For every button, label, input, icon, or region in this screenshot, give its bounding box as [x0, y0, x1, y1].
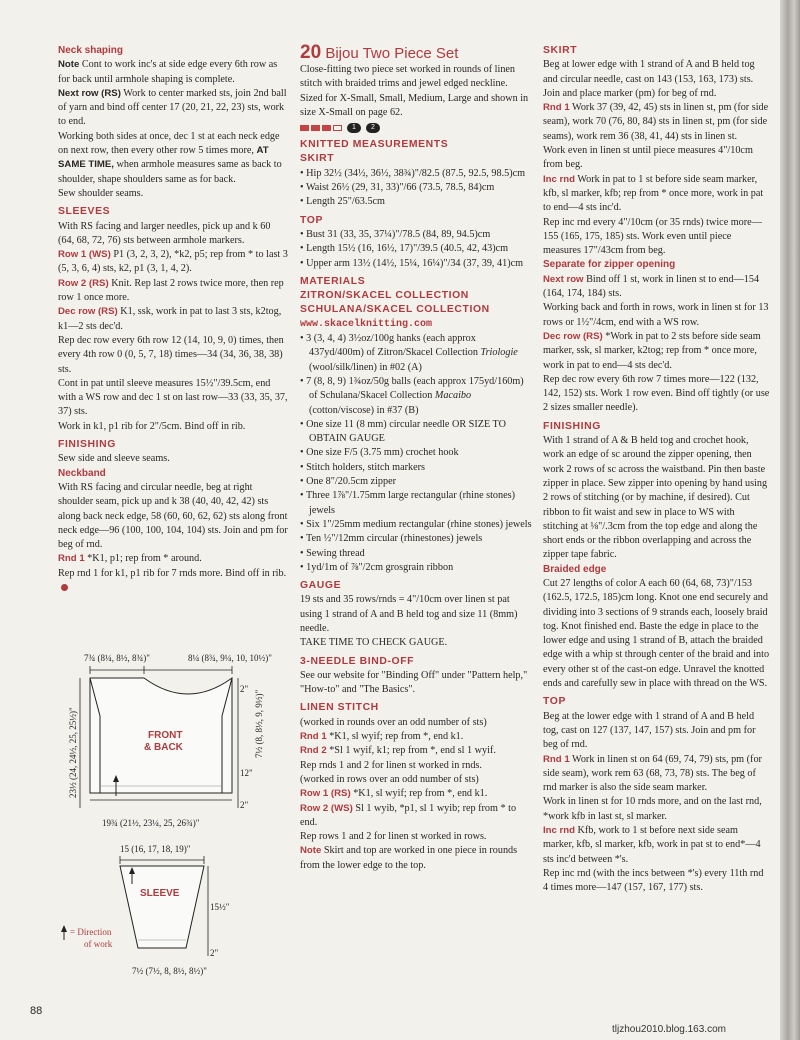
same-time-label: AT SAME TIME, [58, 145, 269, 171]
linen-rows-text: (worked in rows over an odd number of sts) [300, 773, 479, 785]
linen-stitch-heading: LINEN STITCH [300, 702, 379, 714]
materials-sub2: SCHULANA/SKACEL COLLECTION [300, 304, 490, 316]
skirt-inc-text: Work in pat to 1 st before side seam marker, kfb, sl marker, kfb; rep from * once more, work in pat to end—4 sts inc'd. [543, 173, 764, 214]
neckband-text: With RS facing and circular needle, beg at right shoulder seam, pick up and k 38 (40, 40, 42, 42) sts along back neck edge, 58 (60, 60, 62, 62) sts along front neck edge—96 (100, 100, 104, 104) sts. Join and pm for beg of rnd. [58, 481, 288, 551]
skirt-rnd1-text: Work 37 (39, 42, 45) sts in linen st, pm (for side seam), work 70 (76, 80, 84) sts in linen st, pm (for side seams), work rem 36 (38, 41, 44) sts in linen st. [543, 102, 769, 142]
dim-right-12: 12" [240, 768, 253, 778]
column-2: 20 Bijou Two Piece Set Close-fitting two piece set worked in rounds of linen stitch with braided trims and jewel edged neckline. Sized for X-Small, Small, Medium, Large and shown in size X-Small on page 62. 1 2 KNITTED MEASUREMENTS SKIRT • Hip 32½ (34½, 36½, 38¾)"/82.5 (87.5, 92.5, 98.5)cm • Waist 26½ (29, 31, 33)"/66 (73.5, 78.5, 84)cm • Length 25"/63.5cm TOP • Bust 31 (33, 35, 37¼)"/78.5 (84, 89, 94.5)cm • Length 15½ (16, 16½, 17)"/39.5 (40.5, 42, 43)cm • Upper arm 13½ (14½, 15¼, 16¼)"/34 (37, 39, 41)cm MATERIALS ZITRON/SKACEL COLLECTION SCHULANA/SKACEL COLLECTION www.skacelknitting.com • 3 (3, 4, 4) 3½oz/100g hanks (each approx 437yd/400m) of Zitron/Skacel Collection Triologie (wool/silk/linen) in #02 (A) • 7 (8, 8, 9) 1¾oz/50g balls (each approx 175yd/160m) of Schulana/Skacel Collection Macaibo (cotton/viscose) in #37 (B) • One size 11 (8 mm) circular needle OR SIZE TO OBTAIN GAUGE • One size F/5 (3.75 mm) crochet hook • Stitch holders, stitch markers • One 8"/20.5cm zipper • Three 1⅞"/1.75mm large rectangular (rhine stones) jewels • Six 1"/25mm medium rectangular (rhine stones) jewels • Ten ½"/12mm circular (rhinestones) jewels • Sewing thread • 1yd/1m of ⅞"/2cm grosgrain ribbon GAUGE 19 sts and 35 rows/rnds = 4"/10cm over linen st pat using 1 strand of A and B held tog and size 11 (8mm) needle. TAKE TIME TO CHECK GAUGE. 3-NEEDLE BIND-OFF See our website for "Binding Off" under "Pattern help," "How-to" and "The Basics". LINEN STITCH (worked in rounds over an odd number of sts) Rnd 1 *K1, sl wyif; rep from *, end k1. Rnd 2 *Sl 1 wyif, k1; rep from *, end sl 1 wyif. Rep rnds 1 and 2 for linen st worked in rnds. (worked in rows over an odd number of sts) Row 1 (RS) *K1, sl wyif; rep from *, end k1. Row 2 (WS) Sl 1 wyib, *p1, sl 1 wyib; rep from * to end. Rep rows 1 and 2 for linen st worked in rows. Note Skirt and top are worked in one piece in rounds from the lower edge to the top. [300, 42, 532, 871]
website-link[interactable]: www.skacelknitting.com [300, 318, 433, 330]
linen-row1-label: Row 1 (RS) [300, 788, 351, 800]
front-back-label-1: FRONT [148, 730, 183, 741]
materials-sub1: ZITRON/SKACEL COLLECTION [300, 290, 469, 302]
note-label: Note [58, 59, 80, 71]
rnd1-label: Rnd 1 [58, 553, 85, 565]
skirt-dec-label: Dec row (RS) [543, 330, 603, 342]
skirt-dec-text: *Work in pat to 2 sts before side seam marker, ssk, sl marker, k2tog; rep from * once more, work in pat to end—4 sts dec'd. [543, 330, 761, 371]
material-6: One 8"/20.5cm zipper [306, 476, 397, 488]
skill-bar-icon [300, 125, 309, 131]
material-2: 7 (8, 8, 9) 1¾oz/50g balls (each approx 175yd/160m) of Schulana/Skacel Collection [306, 375, 524, 402]
materials-heading: MATERIALS [300, 275, 366, 287]
dim-top-left: 7¾ (8¼, 8½, 8¾)" [84, 653, 150, 663]
note-text-2: Skirt and top are worked in one piece in rounds from the lower edge to the top. [300, 845, 518, 871]
note-label-2: Note [300, 845, 322, 857]
pattern-number: 20 [300, 42, 322, 63]
material-2-tail: (cotton/viscose) in #37 (B) [309, 404, 419, 416]
linen-rep-rnds: Rep rnds 1 and 2 for linen st worked in rnds. [300, 759, 482, 771]
material-9: Ten ½"/12mm circular (rhinestones) jewels [305, 533, 483, 545]
sleeves-heading: SLEEVES [58, 206, 111, 218]
needle-icon: 2 [366, 123, 380, 133]
end-bullet-icon [61, 584, 68, 591]
pattern-title [300, 44, 532, 63]
pattern-title-text: Bijou Two Piece Set [325, 45, 459, 62]
skill-bar-empty-icon [333, 125, 342, 131]
skill-bar-icon [322, 125, 331, 131]
neck-shaping-heading: Neck shaping [58, 45, 124, 56]
skirt-even: Work even in linen st until piece measures 4"/10cm from beg. [543, 145, 753, 171]
bind-off-text: See our website for "Binding Off" under "Pattern help," "How-to" and "The Basics". [300, 669, 528, 696]
braided-edge-heading: Braided edge [543, 563, 607, 575]
page-edge [780, 0, 800, 1040]
linen-rep-rows: Rep rows 1 and 2 for linen st worked in rows. [300, 831, 487, 843]
dim-sleeve-155: 15½" [210, 902, 230, 912]
rep-rnd-text: Rep rnd 1 for k1, p1 rib for 7 rnds more. Bind off in rib. [58, 567, 287, 579]
top-length-text: Length 15½ (16, 16½, 17)"/39.5 (40.5, 42, 43)cm [306, 243, 509, 255]
top-inc-text: Kfb, work to 1 st before next side seam marker, kfb, sl marker, kfb, work in pat st to end*—4 sts inc'd between *'s. [543, 825, 761, 865]
skill-level [300, 123, 532, 133]
dim-sleeve-2: 2" [210, 948, 219, 958]
upper-arm-text: Upper arm 13½ (14½, 15¼, 16¼)"/34 (37, 39, 41)cm [306, 257, 524, 269]
rnd1-text: *K1, p1; rep from * around. [87, 553, 202, 565]
work-rib-text: Work in k1, p1 rib for 2"/5cm. Bind off in rib. [58, 420, 246, 432]
top-sub-heading: TOP [300, 214, 323, 226]
top-cast-on: Beg at the lower edge with 1 strand of A and B held tog, cast on 127 (137, 147, 157) sts. Join and pm for beg of rnd. [543, 710, 756, 751]
front-back-label-2: & BACK [144, 742, 183, 753]
skirt-rnd1-label: Rnd 1 [543, 102, 570, 114]
top-heading: TOP [543, 696, 566, 708]
page-number: 88 [30, 1005, 43, 1017]
hip-text: Hip 32½ (34½, 36½, 38¾)"/82.5 (87.5, 92.5, 98.5)cm [306, 167, 526, 179]
next-row-text-2: Bind off 1 st, work in linen st to end—154 (164, 174, 184) sts. [543, 273, 760, 300]
row1-text: P1 (3, 2, 3, 2), *k2, p5; rep from * to last 3 (5, 3, 6, 4) sts, k2, p1 (3, 1, 4, 2). [58, 249, 288, 275]
next-row-label-2: Next row [543, 273, 584, 285]
bind-off-heading: 3-NEEDLE BIND-OFF [300, 655, 415, 667]
neckband-heading: Neckband [58, 467, 106, 479]
row1-label: Row 1 (WS) [58, 249, 111, 261]
dim-right-arm: 7½ (8, 8½, 9, 9½)" [254, 689, 264, 758]
linen-rnd1-label: Rnd 1 [300, 731, 327, 743]
linen-rnd2-label: Rnd 2 [300, 745, 327, 757]
skirt-dec-rep: Rep dec row every 6th row 7 times more—122 (132, 142, 152) sts. Work 1 row even. Bind off tightly (or use 2 sizes smaller needle). [543, 373, 770, 414]
dec-row-label: Dec row (RS) [58, 306, 118, 318]
linen-row1-text: *K1, sl wyif; rep from *, end k1. [353, 788, 488, 800]
linen-row2-text: Sl 1 wyib, *p1, sl 1 wyib; rep from * to end. [300, 802, 517, 828]
finishing-text: Sew side and sleeve seams. [58, 453, 170, 465]
sleeves-intro: With RS facing and larger needles, pick up and k 60 (64, 68, 72, 76) sts between armhole markers. [58, 220, 271, 246]
neck-note-text: Cont to work inc's at side edge every 6th row as for back until armhole shaping is complete. [58, 59, 278, 85]
dim-bottom: 19¾ (21½, 23¼, 25, 26¾)" [102, 818, 200, 828]
sleeve-label: SLEEVE [140, 888, 180, 899]
dim-right-2a: 2" [240, 684, 249, 694]
top-more-rnds: Work in linen st for 10 rnds more, and on the last rnd, *work kfb in last st, sl marker. [543, 796, 762, 822]
dec-row-text: K1, ssk, work in pat to last 3 sts, k2tog, k1—2 sts dec'd. [58, 306, 282, 332]
finishing-heading-2: FINISHING [543, 420, 601, 432]
skill-bar-icon [311, 125, 320, 131]
dim-sleeve-top: 15 (16, 17, 18, 19)" [120, 844, 191, 854]
schematic-diagram [54, 648, 294, 984]
material-7: Three 1⅞"/1.75mm large rectangular (rhine stones) jewels [305, 490, 515, 516]
linen-rnd1-text: *K1, sl wyif; rep from *, end k1. [329, 731, 464, 743]
linen-rounds-text: (worked in rounds over an odd number of sts) [300, 716, 487, 728]
column-3 [543, 44, 771, 896]
skirt-heading: SKIRT [543, 45, 578, 56]
finishing-heading: FINISHING [58, 439, 116, 451]
gauge-check-text: TAKE TIME TO CHECK GAUGE. [300, 637, 448, 649]
material-2-yarn: Macaibo [434, 390, 472, 402]
legend-direction: = Direction [70, 927, 112, 937]
skirt-inc-label: Inc rnd [543, 173, 575, 185]
material-1-tail: (wool/silk/linen) in #02 (A) [309, 361, 422, 373]
linen-rnd2-text: *Sl 1 wyif, k1; rep from *, end sl 1 wyif. [329, 745, 496, 757]
source-credit: tljzhou2010.blog.163.com [612, 1024, 726, 1035]
waist-text: Waist 26½ (29, 31, 33)"/66 (73.5, 78.5, 84)cm [305, 182, 495, 194]
cont-text: Cont in pat until sleeve measures 15½"/39.5cm, end with a WS row and dec 1 st on last row—33 (33, 35, 37, 37) sts. [58, 377, 288, 418]
braided-edge-text: Cut 27 lengths of color A each 60 (64, 68, 73)"/153 (162.5, 172.5, 185)cm long. Knot one end securely and dividing into 3 sections of 9 strands each, loosely braid tog. Knot finished end. Baste the edge in place to the lower edge and using 1 strand of B, attach the braided edge with a whip st through center of the braid and into every other st of the cast-on edge. Unravel the knotted ends and carefully sew in place with thread on the WS. [543, 577, 770, 690]
legend-of-work: of work [84, 939, 113, 949]
material-11: 1yd/1m of ⅞"/2cm grosgrain ribbon [306, 561, 454, 573]
intro-text: Close-fitting two piece set worked in rounds of linen stitch with braided trims and jewel edged neckline. Sized for X-Small, Small, Medium, Large and shown in size X-Small on page 62. [300, 64, 529, 118]
skirt-cast-on: Beg at lower edge with 1 strand of A and B held tog and circular needle, cast on 143 (153, 163, 173) sts. Join and place marker (pm) for beg of rnd. [543, 59, 755, 99]
row2-label: Row 2 (RS) [58, 277, 109, 289]
bust-text: Bust 31 (33, 35, 37¼)"/78.5 (84, 89, 94.5)cm [306, 228, 491, 240]
dim-sleeve-bottom: 7½ (7½, 8, 8½, 8½)" [132, 966, 207, 976]
finishing-text-2: With 1 strand of A & B held tog and crochet hook, work an edge of sc around the zipper opening, then work 2 rows of sc across the waistband. Pin then baste zipper in place. Sew zipper into opening by hand using 2 rows of stitching (or by machine, if desired). Cut ribbon to fit waist and sew in place to WS with stitching at ⅛"/.3cm from the top edge and along the short ends or the ribbon overlapping and across the zipper tape fabric. [543, 435, 768, 561]
top-rnd1-label: Rnd 1 [543, 753, 570, 765]
neck-sew-text: Sew shoulder seams. [58, 187, 144, 199]
dim-left-side: 23½ (24, 24½, 25, 25½)" [68, 707, 78, 798]
material-3: One size 11 (8 mm) circular needle OR SIZE TO OBTAIN GAUGE [306, 418, 506, 445]
material-10: Sewing thread [306, 547, 365, 559]
top-rnd1-text: Work in linen st on 64 (69, 74, 79) sts, pm (for side seam), work rem 63 (68, 73, 78) sts. The beg of rnd marker is also the side seam marker. [543, 753, 762, 794]
column-1 [58, 44, 288, 595]
needle-icon: 1 [347, 123, 361, 133]
length-text: Length 25"/63.5cm [306, 196, 385, 208]
top-inc-label: Inc rnd [543, 825, 575, 837]
neck-same-text: when armhole measures same as back to shoulder, shape shoulders same as for back. [58, 159, 282, 185]
skirt-rep: Rep inc rnd every 4"/10cm (or 35 rnds) twice more—155 (165, 175, 185) sts. Work even until piece measures 17"/43cm from beg. [543, 216, 762, 257]
skirt-sub-heading: SKIRT [300, 153, 335, 165]
material-1-yarn: Triologie [480, 347, 518, 359]
zipper-back: Working back and forth in rows, work in linen st for 13 rows or 1½"/4cm, end with a WS row. [543, 302, 769, 328]
gauge-heading: GAUGE [300, 580, 342, 592]
zipper-heading: Separate for zipper opening [543, 259, 676, 271]
gauge-text: 19 sts and 35 rows/rnds = 4"/10cm over linen st pat using 1 strand of A and B held tog and size 11 (8mm) needle. [300, 594, 518, 634]
material-1: 3 (3, 4, 4) 3½oz/100g hanks (each approx 437yd/400m) of Zitron/Skacel Collection [306, 333, 478, 359]
top-inc-rep: Rep inc rnd (with the incs between *'s) every 11th rnd 4 times more—147 (157, 167, 177) sts. [543, 867, 764, 894]
dim-right-2b: 2" [240, 800, 249, 810]
next-row-label: Next row (RS) [58, 87, 121, 99]
neck-next-text: Work to center marked sts, join 2nd ball of yarn and bind off center 17 (20, 21, 22, 23) sts, work to end. [58, 87, 287, 128]
dim-top-right: 8¼ (8¾, 9¼, 10, 10½)" [188, 653, 272, 663]
neck-both-text: Working both sides at once, dec 1 st at each neck edge on next row, then every other row 5 times more, [58, 130, 280, 157]
material-8: Six 1"/25mm medium rectangular (rhine stones) jewels [306, 518, 532, 530]
linen-row2-label: Row 2 (WS) [300, 802, 353, 814]
material-5: Stitch holders, stitch markers [306, 461, 425, 473]
knitted-measurements-heading: KNITTED MEASUREMENTS [300, 139, 449, 151]
row2-text: Knit. Rep last 2 rows twice more, then rep row 1 once more. [58, 277, 284, 304]
rep-dec-text: Rep dec row every 6th row 12 (14, 10, 9, 0) times, then every 4th row 0 (0, 5, 7, 18) times—34 (34, 36, 38, 38) sts. [58, 334, 284, 375]
material-4: One size F/5 (3.75 mm) crochet hook [306, 447, 459, 459]
